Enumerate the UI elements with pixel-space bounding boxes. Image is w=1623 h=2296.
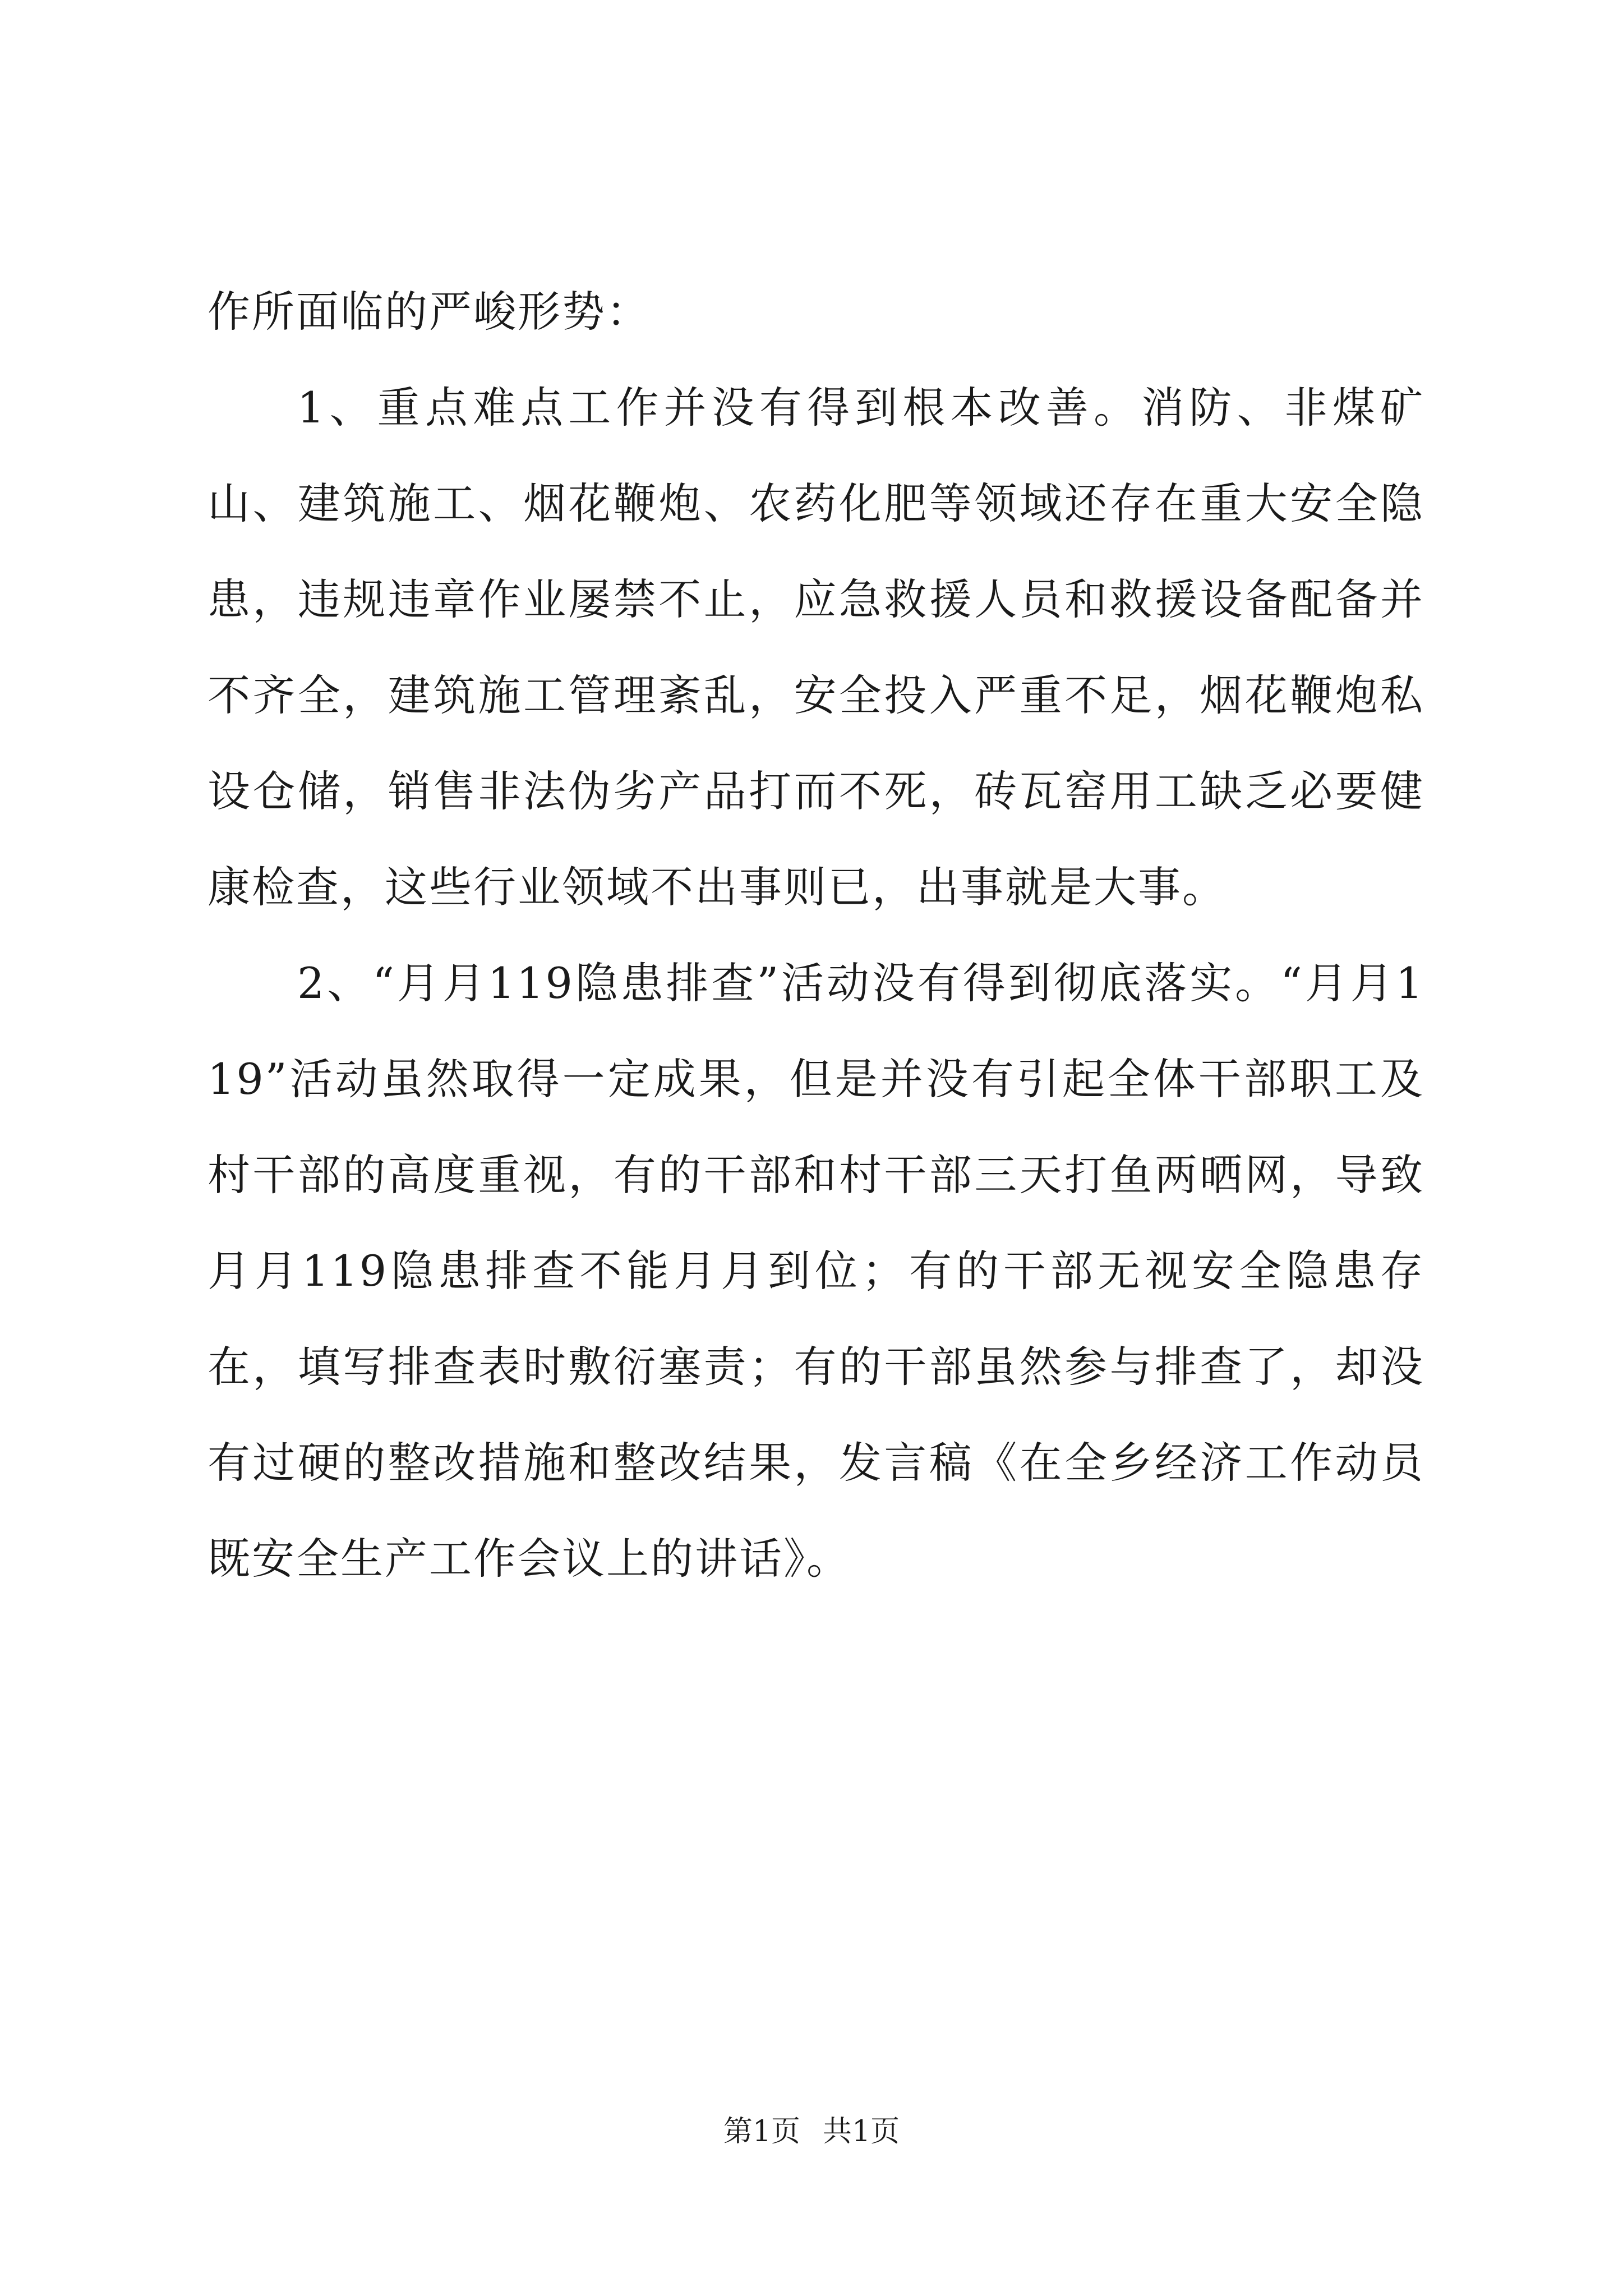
- paragraph-item-1: 1、重点难点工作并没有得到根本改善。消防、非煤矿山、建筑施工、烟花鞭炮、农药化肥等领域还存在重大安全隐患，违规违章作业屡禁不止，应急救援人员和救援设备配备并不齐全，建筑施工管理紊乱，安全投入严重不足，烟花鞭炮私设仓储，销售非法伪劣产品打而不死，砖瓦窑用工缺乏必要健康检查，这些行业领域不出事则已，出事就是大事。: [208, 383, 1424, 912]
- page-number-total: 共1页: [823, 2115, 900, 2148]
- paragraph-continuation: 作所面临的严峻形势：: [208, 287, 651, 337]
- paragraph-item-2: 2、“月月119隐患排查”活动没有得到彻底落实。“月月119”活动虽然取得一定成果，但是并没有引起全体干部职工及村干部的高度重视，有的干部和村干部三天打鱼两晒网，导致月月119隐患排查不能月月到位；有的干部无视安全隐患存在，填写排查表时敷衍塞责；有的干部虽然参与排查了，却没有过硬的整改措施和整改结果，发言稿《在全乡经济工作动员既安全生产工作会议上的讲话》。: [208, 958, 1424, 1584]
- page-footer: [0, 2109, 1623, 2154]
- page-number-current: 第1页: [723, 2115, 800, 2148]
- document-body: [208, 264, 1424, 1607]
